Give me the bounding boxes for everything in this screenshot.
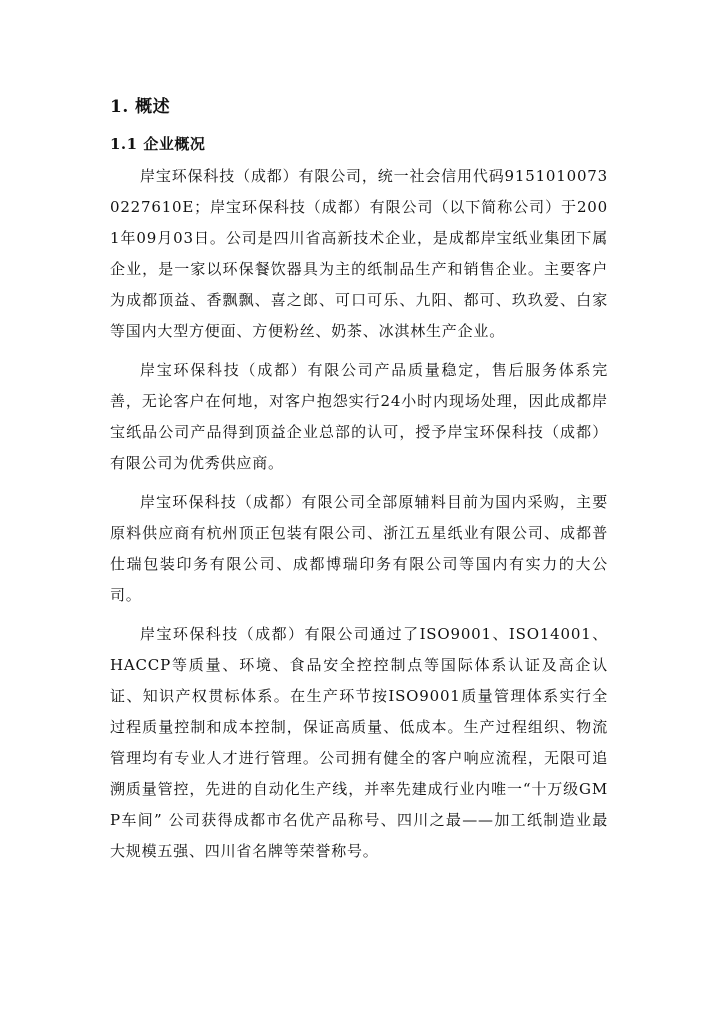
section-heading: 1. 概述 [110,97,171,117]
certifications-paragraph: 岸宝环保科技（成都）有限公司通过了ISO9001、ISO14001、HACCP等质量、环境、食品安全控控制点等国际体系认证及高企认证、知识产权贯标体系。在生产环节按ISO9001质量管理体系实行全过程质量控制和成本控制，保证高质量、低成本。生产过程组织、物流管理均有专业人才进行管理。公司拥有健全的客户响应流程，无限可追溯质量管控，先进的自动化生产线，并率先建成行业内唯一“十万级GMP车间” 公司获得成都市名优产品称号、四川之最——加工纸制造业最大规模五强、四川省名牌等荣誉称号。 [110,625,608,860]
document-body [110,92,608,875]
company-overview-paragraph: 岸宝环保科技（成都）有限公司，统一社会信用代码91510100730227610E；岸宝环保科技（成都）有限公司（以下简称公司）于2001年09月03日。公司是四川省高新技术企业，是成都岸宝纸业集团下属企业，是一家以环保餐饮器具为主的纸制品生产和销售企业。主要客户为成都顶益、香飘飘、喜之郎、可口可乐、九阳、都可、玖玖爱、白家等国内大型方便面、方便粉丝、奶茶、冰淇林生产企业。 [110,167,608,340]
quality-service-paragraph: 岸宝环保科技（成都）有限公司产品质量稳定，售后服务体系完善，无论客户在何地，对客户抱怨实行24小时内现场处理，因此成都岸宝纸品公司产品得到顶益企业总部的认可，授予岸宝环保科技（成都）有限公司为优秀供应商。 [110,361,608,472]
suppliers-paragraph: 岸宝环保科技（成都）有限公司全部原辅料目前为国内采购，主要原料供应商有杭州顶正包装有限公司、浙江五星纸业有限公司、成都普仕瑞包装印务有限公司、成都博瑞印务有限公司等国内有实力的大公司。 [110,493,608,604]
subsection-heading: 1.1 企业概况 [110,135,206,153]
